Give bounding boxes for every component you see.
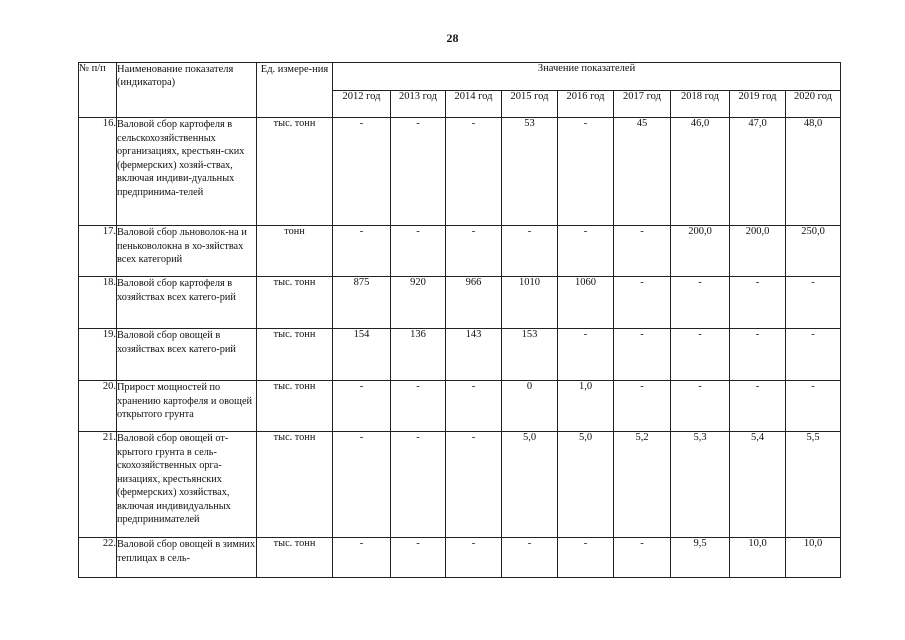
unit-cell: тыс. тонн (257, 277, 333, 329)
table-row (79, 538, 841, 578)
table-row (79, 432, 841, 538)
table-row (79, 329, 841, 381)
indicators-table (78, 62, 841, 578)
value-cell: - (391, 381, 446, 432)
value-cell: - (671, 329, 730, 381)
header-year: 2020 год (786, 91, 841, 118)
indicator-name: Валовой сбор овощей от-крытого грунта в сель-скохозяйственных орга-низациях, крестьянских (фермерских) хозяйствах, включая индивидуальных предпринимателей (117, 432, 257, 538)
header-year: 2019 год (730, 91, 786, 118)
header-year: 2018 год (671, 91, 730, 118)
value-cell: 9,5 (671, 538, 730, 578)
indicator-name: Валовой сбор овощей в зимних теплицах в сель- (117, 538, 257, 578)
value-cell: - (786, 329, 841, 381)
row-number: 21. (79, 432, 117, 538)
value-cell: 250,0 (786, 226, 841, 277)
unit-cell: тыс. тонн (257, 329, 333, 381)
row-number: 20. (79, 381, 117, 432)
value-cell: - (446, 226, 502, 277)
unit-cell: тыс. тонн (257, 432, 333, 538)
value-cell: - (614, 277, 671, 329)
value-cell: 53 (502, 118, 558, 226)
indicator-name: Прирост мощностей по хранению картофеля и овощей открытого грунта (117, 381, 257, 432)
value-cell: - (446, 118, 502, 226)
value-cell: - (502, 538, 558, 578)
row-number: 17. (79, 226, 117, 277)
value-cell: - (333, 226, 391, 277)
header-unit: Ед. измере-ния (257, 63, 333, 118)
value-cell: - (446, 381, 502, 432)
value-cell: 5,0 (558, 432, 614, 538)
row-number: 16. (79, 118, 117, 226)
header-name: Наименование показателя (индикатора) (117, 63, 257, 118)
value-cell: 10,0 (730, 538, 786, 578)
value-cell: - (614, 538, 671, 578)
indicator-name: Валовой сбор картофеля в хозяйствах всех катего-рий (117, 277, 257, 329)
row-number: 22. (79, 538, 117, 578)
value-cell: - (558, 118, 614, 226)
header-year: 2015 год (502, 91, 558, 118)
value-cell: - (786, 277, 841, 329)
header-year: 2014 год (446, 91, 502, 118)
value-cell: - (333, 432, 391, 538)
value-cell: 153 (502, 329, 558, 381)
value-cell: 920 (391, 277, 446, 329)
header-values-group: Значение показателей (333, 63, 841, 91)
value-cell: 48,0 (786, 118, 841, 226)
value-cell: - (446, 432, 502, 538)
value-cell: - (391, 432, 446, 538)
value-cell: 1060 (558, 277, 614, 329)
row-number: 18. (79, 277, 117, 329)
value-cell: - (391, 538, 446, 578)
unit-cell: тыс. тонн (257, 538, 333, 578)
value-cell: 5,5 (786, 432, 841, 538)
value-cell: - (614, 381, 671, 432)
table-row (79, 381, 841, 432)
value-cell: 154 (333, 329, 391, 381)
value-cell: - (446, 538, 502, 578)
unit-cell: тонн (257, 226, 333, 277)
value-cell: 966 (446, 277, 502, 329)
value-cell: - (558, 226, 614, 277)
value-cell: 10,0 (786, 538, 841, 578)
value-cell: - (786, 381, 841, 432)
unit-cell: тыс. тонн (257, 381, 333, 432)
header-year: 2013 год (391, 91, 446, 118)
value-cell: - (614, 226, 671, 277)
value-cell: 45 (614, 118, 671, 226)
table-row (79, 226, 841, 277)
value-cell: - (333, 381, 391, 432)
value-cell: - (730, 381, 786, 432)
indicator-name: Валовой сбор картофеля в сельскохозяйственных организациях, крестьян-ских (фермерских) хозяй-ствах, включая индиви-дуальных предпринима-телей (117, 118, 257, 226)
value-cell: 1,0 (558, 381, 614, 432)
value-cell: 0 (502, 381, 558, 432)
header-year: 2017 год (614, 91, 671, 118)
value-cell: - (391, 226, 446, 277)
value-cell: 200,0 (671, 226, 730, 277)
value-cell: 46,0 (671, 118, 730, 226)
value-cell: - (671, 277, 730, 329)
value-cell: - (730, 277, 786, 329)
value-cell: 5,0 (502, 432, 558, 538)
table-row (79, 118, 841, 226)
value-cell: - (333, 118, 391, 226)
value-cell: - (730, 329, 786, 381)
value-cell: - (391, 118, 446, 226)
indicator-name: Валовой сбор льноволок-на и пеньковолокна в хо-зяйствах всех категорий (117, 226, 257, 277)
value-cell: - (333, 538, 391, 578)
value-cell: 136 (391, 329, 446, 381)
value-cell: - (614, 329, 671, 381)
value-cell: 875 (333, 277, 391, 329)
value-cell: 143 (446, 329, 502, 381)
value-cell: - (502, 226, 558, 277)
unit-cell: тыс. тонн (257, 118, 333, 226)
value-cell: 47,0 (730, 118, 786, 226)
value-cell: - (671, 381, 730, 432)
value-cell: - (558, 538, 614, 578)
row-number: 19. (79, 329, 117, 381)
value-cell: 200,0 (730, 226, 786, 277)
value-cell: 5,4 (730, 432, 786, 538)
table-row (79, 277, 841, 329)
value-cell: 1010 (502, 277, 558, 329)
header-year: 2012 год (333, 91, 391, 118)
page-number: 28 (446, 31, 459, 45)
header-year: 2016 год (558, 91, 614, 118)
indicator-name: Валовой сбор овощей в хозяйствах всех катего-рий (117, 329, 257, 381)
value-cell: - (558, 329, 614, 381)
value-cell: 5,3 (671, 432, 730, 538)
value-cell: 5,2 (614, 432, 671, 538)
header-num: № п/п (79, 63, 117, 118)
